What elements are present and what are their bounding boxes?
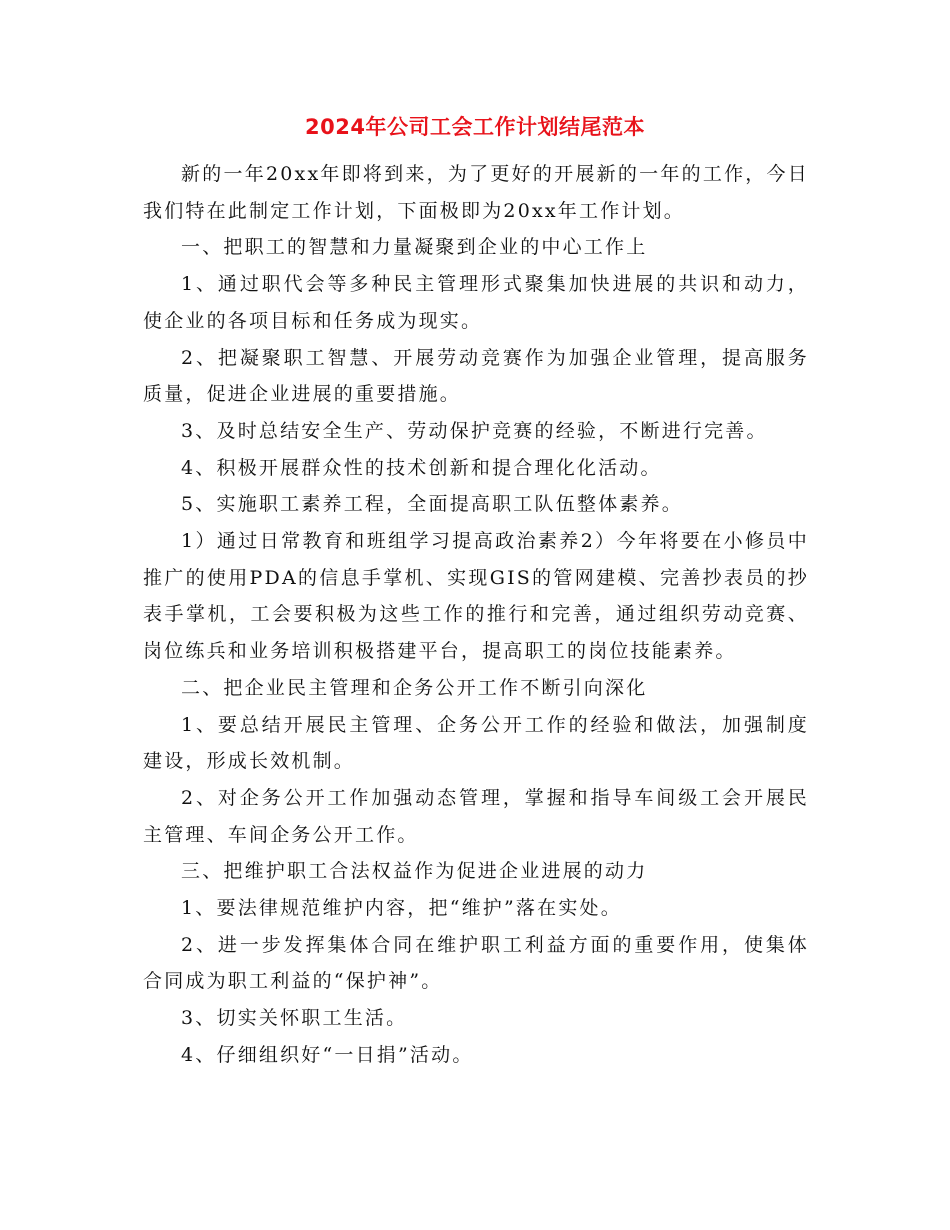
list-item: 5、实施职工素养工程，全面提高职工队伍整体素养。 <box>181 493 683 516</box>
list-item: 2、对企务公开工作加强动态管理，掌握和指导车间级工会开展民主管理、车间企务公开工作。 <box>143 786 809 846</box>
document-title: 2024年公司工会工作计划结尾范本 <box>305 115 645 139</box>
list-item: 3、及时总结安全生产、劳动保护竞赛的经验，不断进行完善。 <box>181 419 768 442</box>
section-heading-1: 一、把职工的智慧和力量凝聚到企业的中心工作上 <box>181 236 648 259</box>
section-heading-2: 二、把企业民主管理和企务公开工作不断引向深化 <box>181 676 648 699</box>
list-item: 1、要法律规范维护内容，把“维护”落在实处。 <box>181 897 622 920</box>
list-item: 1、要总结开展民主管理、企务公开工作的经验和做法，加强制度建设，形成长效机制。 <box>143 713 809 773</box>
list-item: 1、通过职代会等多种民主管理形式聚集加快进展的共识和动力，使企业的各项目标和任务成为现实。 <box>143 273 809 332</box>
list-item: 2、进一步发挥集体合同在维护职工利益方面的重要作用，使集体合同成为职工利益的“保护神”。 <box>143 933 809 993</box>
list-item: 1）通过日常教育和班组学习提高政治素养2）今年将要在小修员中推广的使用PDA的信息手掌机、实现GIS的管网建模、完善抄表员的抄表手掌机，工会要积极为这些工作的推行和完善，通过组织劳动竞赛、岗位练兵和业务培训积极搭建平台，提高职工的岗位技能素养。 <box>143 530 809 663</box>
section-heading-3: 三、把维护职工合法权益作为促进企业进展的动力 <box>181 860 648 883</box>
paragraph-intro: 新的一年20xx年即将到来，为了更好的开展新的一年的工作，今日我们特在此制定工作计划，下面极即为20xx年工作计划。 <box>143 163 809 222</box>
list-item: 4、仔细组织好“一日捐”活动。 <box>181 1043 474 1066</box>
list-item: 4、积极开展群众性的技术创新和提合理化化活动。 <box>181 456 662 479</box>
list-item: 2、把凝聚职工智慧、开展劳动竞赛作为加强企业管理，提高服务质量，促进企业进展的重要措施。 <box>143 346 809 406</box>
list-item: 3、切实关怀职工生活。 <box>181 1007 408 1030</box>
document-body <box>143 156 809 1074</box>
